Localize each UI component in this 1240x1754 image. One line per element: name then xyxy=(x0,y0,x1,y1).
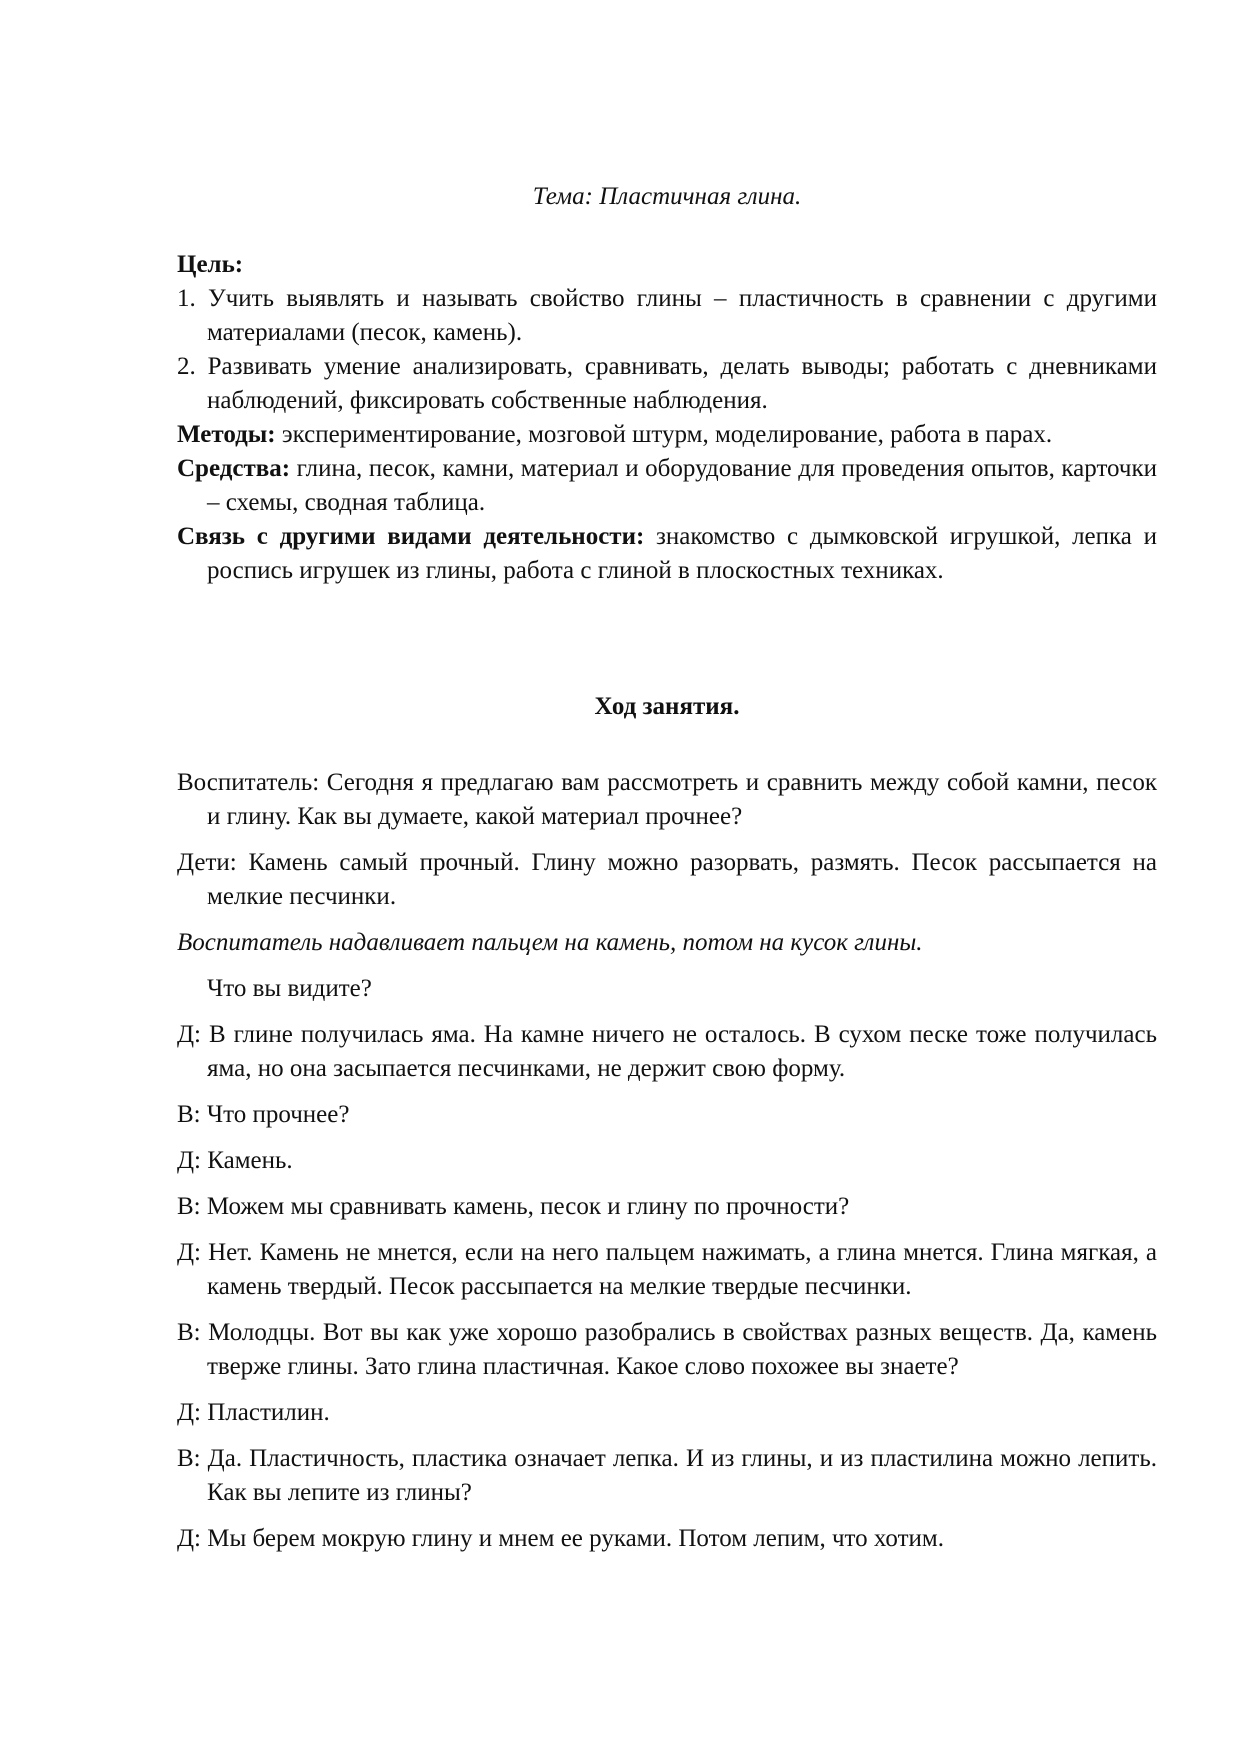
dialogue-line: Воспитатель: Сегодня я предлагаю вам рассмотреть и сравнить между собой камни, песок и глину. Как вы думаете, какой материал прочнее? xyxy=(177,769,1157,830)
goal-item: 2. Развивать умение анализировать, сравнивать, делать выводы; работать с дневниками наблюдений, фиксировать собственные наблюдения. xyxy=(177,353,1157,414)
dialogue-line: Д: Мы берем мокрую глину и мнем ее руками. Потом лепим, что хотим. xyxy=(177,1525,944,1552)
methods-label: Методы: xyxy=(177,421,276,448)
links-text: знакомство с дымковской игрушкой, лепка и роспись игрушек из глины, работа с глиной в плоскостных техниках. xyxy=(207,523,1157,584)
dialogue-line: В: Можем мы сравнивать камень, песок и глину по прочности? xyxy=(177,1193,850,1220)
dialogue-line: Что вы видите? xyxy=(207,975,372,1002)
section-title: Ход занятия. xyxy=(594,693,740,720)
lesson-header xyxy=(177,248,1157,588)
dialogue-line: Д: Нет. Камень не мнется, если на него пальцем нажимать, а глина мнется. Глина мягкая, а камень твердый. Песок рассыпается на мелкие твердые песчинки. xyxy=(177,1239,1157,1300)
dialogue xyxy=(177,766,1157,1568)
dialogue-line: В: Что прочнее? xyxy=(177,1101,350,1128)
dialogue-line: Д: Камень. xyxy=(177,1147,293,1174)
methods-text: экспериментирование, мозговой штурм, моделирование, работа в парах. xyxy=(275,421,1053,448)
means-paragraph xyxy=(177,452,1157,520)
stage-direction: Воспитатель надавливает пальцем на камень, потом на кусок глины. xyxy=(177,929,923,956)
dialogue-line: Дети: Камень самый прочный. Глину можно разорвать, размять. Песок рассыпается на мелкие песчинки. xyxy=(177,849,1157,910)
goal-label: Цель: xyxy=(177,251,244,278)
dialogue-line: Д: Пластилин. xyxy=(177,1399,330,1426)
goal-item: 1. Учить выявлять и называть свойство глины – пластичность в сравнении с другими материалами (песок, камень). xyxy=(177,285,1157,346)
links-label: Связь с другими видами деятельности: xyxy=(177,523,645,550)
means-label: Средства: xyxy=(177,455,291,482)
links-paragraph xyxy=(177,520,1157,588)
dialogue-line: Д: В глине получилась яма. На камне ничего не осталось. В сухом песке тоже получилась яма, но она засыпается песчинками, не держит свою форму. xyxy=(177,1021,1157,1082)
dialogue-line: В: Да. Пластичность, пластика означает лепка. И из глины, и из пластилина можно лепить. Как вы лепите из глины? xyxy=(177,1445,1157,1506)
page-title: Тема: Пластичная глина. xyxy=(532,183,802,210)
methods-paragraph xyxy=(177,418,1157,452)
dialogue-line: В: Молодцы. Вот вы как уже хорошо разобрались в свойствах разных веществ. Да, камень тверже глины. Зато глина пластичная. Какое слово похожее вы знаете? xyxy=(177,1319,1157,1380)
means-text: глина, песок, камни, материал и оборудование для проведения опытов, карточки – схемы, сводная таблица. xyxy=(207,455,1157,516)
